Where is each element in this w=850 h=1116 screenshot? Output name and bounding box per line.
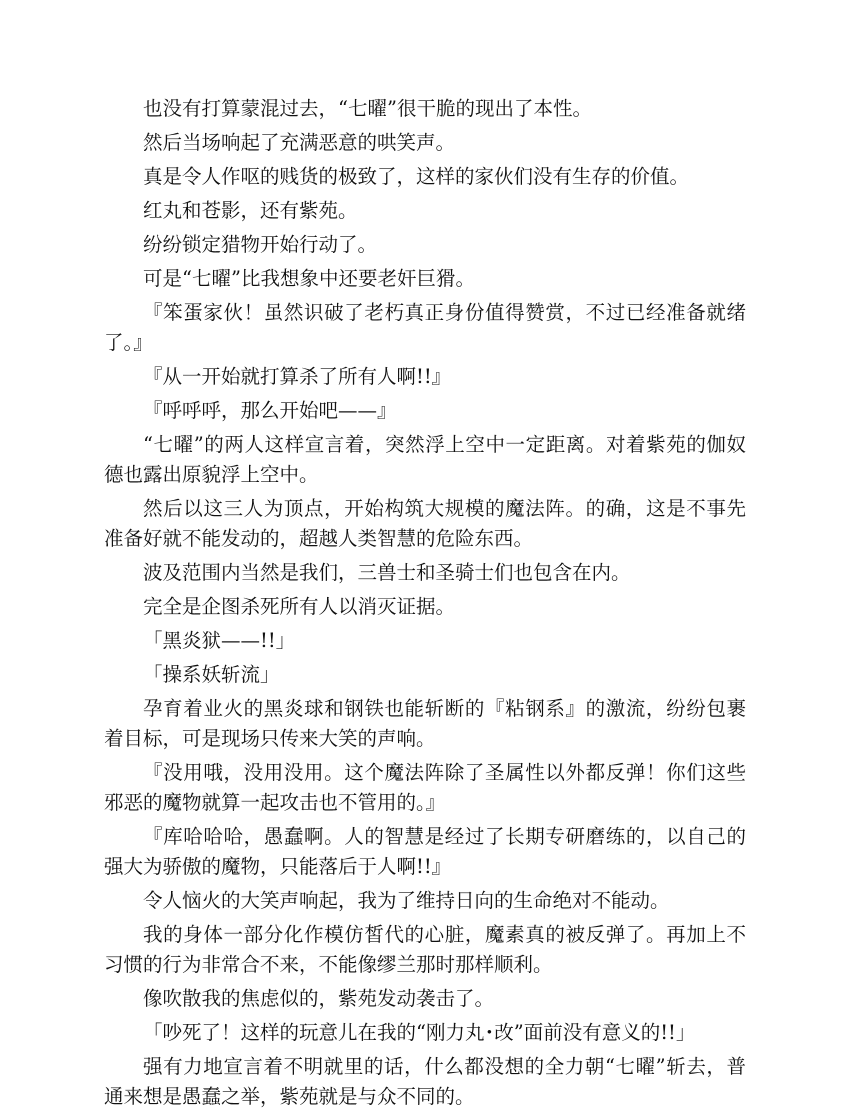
paragraph: 然后当场响起了充满恶意的哄笑声。 <box>143 131 456 154</box>
paragraph: 可是“七曜”比我想象中还要老奸巨猾。 <box>143 267 475 290</box>
paragraph: 真是令人作呕的贱货的极致了，这样的家伙们没有生存的价值。 <box>143 165 690 188</box>
paragraph: 「黑炎狱——!!」 <box>143 629 296 652</box>
paragraph: 我的身体一部分化作模仿皙代的心脏，魔素真的被反弹了。再加上不习惯的行为非常合不来，不能像缪兰那时那样顺利。 <box>104 923 746 976</box>
paragraph: 红丸和苍影，还有紫苑。 <box>143 199 358 222</box>
paragraph: 『笨蛋家伙！虽然识破了老朽真正身份值得赞赏，不过已经准备就绪了。』 <box>104 301 746 354</box>
paragraph: 也没有打算蒙混过去，“七曜”很干脆的现出了本性。 <box>143 97 592 120</box>
paragraph: 「吵死了！这样的玩意儿在我的“刚力丸･改”面前没有意义的!!」 <box>143 1021 696 1044</box>
paragraph: 然后以这三人为顶点，开始构筑大规模的魔法阵。的确，这是不事先准备好就不能发动的，超越人类智慧的危险东西。 <box>104 497 746 550</box>
paragraph: 『呼呼呼，那么开始吧——』 <box>143 399 397 422</box>
paragraph: 令人恼火的大笑声响起，我为了维持日向的生命绝对不能动。 <box>143 889 670 912</box>
paragraph: 孕育着业火的黑炎球和钢铁也能斩断的『粘钢系』的激流，纷纷包裹着目标，可是现场只传来大笑的声响。 <box>104 697 746 750</box>
paragraph: 「操系妖斩流」 <box>143 663 280 686</box>
document-body <box>104 94 746 1116</box>
paragraph: 『库哈哈哈，愚蠢啊。人的智慧是经过了长期专研磨练的，以自己的强大为骄傲的魔物，只能落后于人啊!!』 <box>104 825 746 878</box>
paragraph: 完全是企图杀死所有人以消灭证据。 <box>143 595 456 618</box>
paragraph: 『从一开始就打算杀了所有人啊!!』 <box>143 365 452 388</box>
paragraph: 『没用哦，没用没用。这个魔法阵除了圣属性以外都反弹！你们这些邪恶的魔物就算一起攻击也不管用的。』 <box>104 761 746 814</box>
paragraph: “七曜”的两人这样宣言着，突然浮上空中一定距离。对着紫苑的伽奴德也露出原貌浮上空中。 <box>104 433 746 486</box>
paragraph: 纷纷锁定猎物开始行动了。 <box>143 233 378 256</box>
paragraph: 像吹散我的焦虑似的，紫苑发动袭击了。 <box>143 987 495 1010</box>
paragraph: 波及范围内当然是我们，三兽士和圣骑士们也包含在内。 <box>143 561 631 584</box>
paragraph: 强有力地宣言着不明就里的话，什么都没想的全力朝“七曜”斩去，普通来想是愚蠢之举，紫苑就是与众不同的。 <box>104 1055 746 1108</box>
